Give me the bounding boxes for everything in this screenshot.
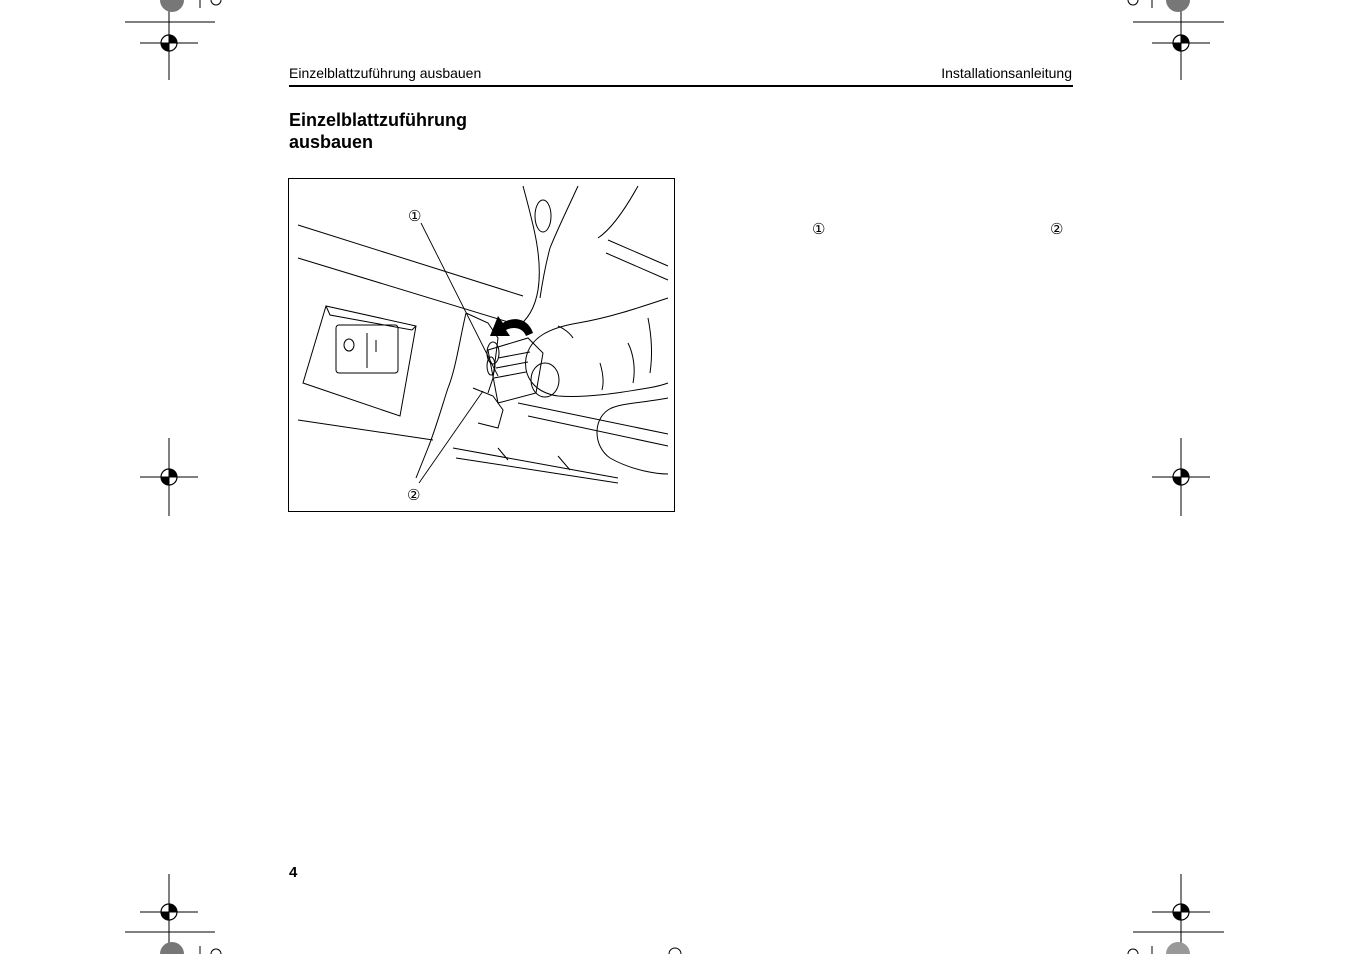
callout-2: ② bbox=[407, 487, 421, 504]
running-header-right: Installationsanleitung bbox=[941, 65, 1072, 81]
header-rule bbox=[289, 85, 1073, 87]
text-ref-2: ② bbox=[1050, 221, 1064, 238]
section-title-line1: Einzelblattzuführung bbox=[289, 110, 467, 130]
section-title-line2: ausbauen bbox=[289, 132, 374, 152]
running-header-left: Einzelblattzuführung ausbauen bbox=[289, 65, 482, 81]
page-number: 4 bbox=[289, 864, 298, 881]
section-title bbox=[289, 109, 467, 153]
illustration-figure bbox=[288, 178, 675, 512]
callout-1: ① bbox=[408, 208, 422, 225]
text-ref-1: ① bbox=[812, 221, 826, 238]
